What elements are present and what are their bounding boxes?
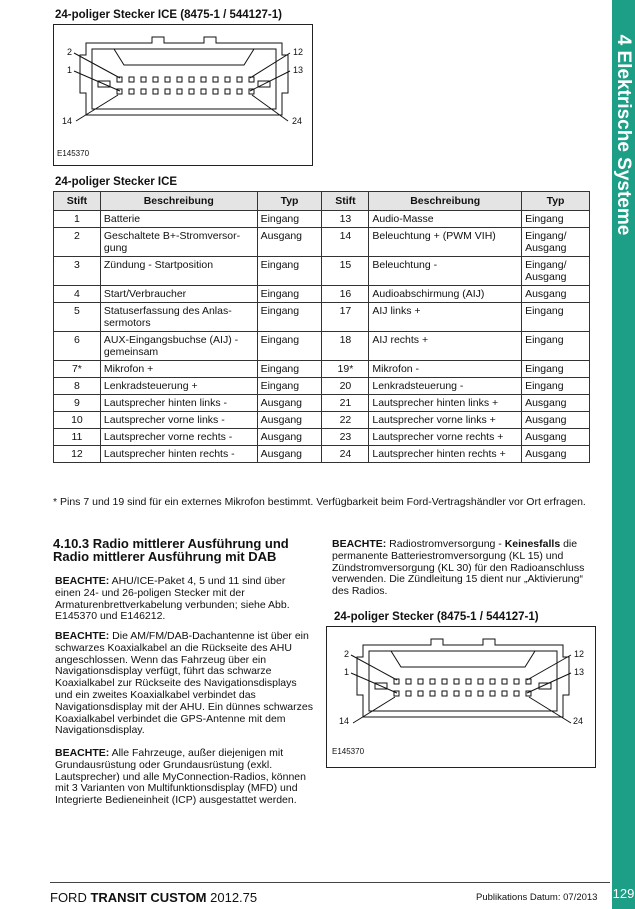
chapter-title: 4 Elektrische Systeme <box>613 34 634 236</box>
table-row <box>54 303 590 332</box>
top-connector-figure <box>53 24 313 166</box>
cell: Beleuchtung + (PWM VIH) <box>369 228 522 257</box>
cell: Eingang <box>522 332 590 361</box>
page-number: 129 <box>612 886 635 901</box>
cell: Lautsprecher hinten links + <box>369 395 522 412</box>
cell: 19* <box>322 361 369 378</box>
cell: Lautsprecher vorne rechts - <box>100 429 257 446</box>
cell: Beleuchtung - <box>369 257 522 286</box>
note-text: die permanente Batteriestromversorgung (KL 15) und Zündstromversorgung (KL 30) für den Radioanschluss verwenden. Die Zündleitung 15 dient nur „Aktivierung“ des Radios. <box>332 538 585 598</box>
table-row <box>54 332 590 361</box>
note-2 <box>55 631 313 737</box>
note-text: Die AM/FM/DAB-Dachantenne ist über ein schwarzes Koaxialkabel an die Rückseite des AHU angeschlossen. Wenn das Fahrzeug über ein Navigationsdisplay verfügt, führt das schwarze Koaxialkabel zur Rückseite des Navigationsdisplays und ein zweites Koaxialkabel verbindet das Navigationsdisplay mit der AHU. Ein dünnes schwarzes Koaxialkabel verbindet die GPS-Antenne mit dem Navigationsdisplay. <box>55 630 313 737</box>
cell: 8 <box>54 378 101 395</box>
cell: 10 <box>54 412 101 429</box>
cell: 22 <box>322 412 369 429</box>
note-label: BEACHTE: <box>55 747 110 759</box>
pin-label-24: 24 <box>573 716 584 726</box>
cell: 1 <box>54 211 101 228</box>
pin-label-2: 2 <box>67 47 73 57</box>
cell: 2 <box>54 228 101 257</box>
cell: Eingang <box>257 286 322 303</box>
model-name: TRANSIT CUSTOM <box>90 890 207 905</box>
pin-label-1: 1 <box>344 667 350 677</box>
cell: Mikrofon + <box>100 361 257 378</box>
cell: Lautsprecher hinten rechts + <box>369 446 522 463</box>
note-label: BEACHTE: <box>332 538 387 550</box>
cell: AIJ rechts + <box>369 332 522 361</box>
cell: Lautsprecher hinten rechts - <box>100 446 257 463</box>
cell: 24 <box>322 446 369 463</box>
footer-divider <box>50 882 610 883</box>
note-3 <box>55 748 313 807</box>
table-row <box>54 446 590 463</box>
top-figure-title: 24-poliger Stecker ICE (8475-1 / 544127-1) <box>55 9 282 21</box>
cell: 14 <box>322 228 369 257</box>
footer-brand <box>50 890 257 905</box>
table-row <box>54 395 590 412</box>
cell: Audio-Masse <box>369 211 522 228</box>
note-label: BEACHTE: <box>55 630 110 642</box>
model-year: 2012.75 <box>206 890 258 905</box>
cell: Lautsprecher vorne rechts + <box>369 429 522 446</box>
cell: 6 <box>54 332 101 361</box>
cell: 4 <box>54 286 101 303</box>
cell: Eingang/ Ausgang <box>522 228 590 257</box>
header-stift: Stift <box>322 192 369 211</box>
cell: Eingang <box>522 211 590 228</box>
pin-label-24: 24 <box>292 116 303 126</box>
cell: Eingang <box>257 303 322 332</box>
cell: Lenkradsteuerung - <box>369 378 522 395</box>
publication-date: Publikations Datum: 07/2013 <box>476 892 598 903</box>
cell: 5 <box>54 303 101 332</box>
cell: Ausgang <box>522 286 590 303</box>
cell: Eingang <box>257 361 322 378</box>
table-row <box>54 412 590 429</box>
header-typ: Typ <box>257 192 322 211</box>
cell: Geschaltete B+-Stromversor-gung <box>100 228 257 257</box>
cell: Lautsprecher hinten links - <box>100 395 257 412</box>
pin-table <box>53 191 590 463</box>
table-header-row <box>54 192 590 211</box>
cell: Ausgang <box>257 446 322 463</box>
cell: Eingang <box>522 303 590 332</box>
note-text: Radiostromversorgung - <box>386 538 505 550</box>
cell: AUX-Eingangsbuchse (AIJ) - gemeinsam <box>100 332 257 361</box>
pin-label-1: 1 <box>67 65 73 75</box>
pin-label-14: 14 <box>62 116 73 126</box>
connector-drawing <box>327 627 595 767</box>
cell: 12 <box>54 446 101 463</box>
cell: Eingang <box>257 211 322 228</box>
header-stift: Stift <box>54 192 101 211</box>
cell: Ausgang <box>257 412 322 429</box>
header-beschreibung: Beschreibung <box>369 192 522 211</box>
header-typ: Typ <box>522 192 590 211</box>
bottom-connector-figure <box>326 626 596 768</box>
cell: Eingang <box>257 378 322 395</box>
figure-id: E145370 <box>57 149 90 158</box>
note-1 <box>55 576 311 623</box>
table-row <box>54 211 590 228</box>
cell: Eingang <box>522 378 590 395</box>
cell: Ausgang <box>522 412 590 429</box>
cell: 16 <box>322 286 369 303</box>
cell: Eingang <box>257 332 322 361</box>
cell: AIJ links + <box>369 303 522 332</box>
table-row <box>54 429 590 446</box>
cell: 15 <box>322 257 369 286</box>
cell: Batterie <box>100 211 257 228</box>
note-text: AHU/ICE-Paket 4, 5 und 11 sind über einen 24- und 26-poligen Stecker mit der Armaturenbrettverkabelung verbunden; siehe Abb. E145370 und E146212. <box>55 575 290 623</box>
cell: Ausgang <box>257 395 322 412</box>
cell: Eingang/ Ausgang <box>522 257 590 286</box>
cell: 13 <box>322 211 369 228</box>
cell: Lautsprecher vorne links - <box>100 412 257 429</box>
note-text: Alle Fahrzeuge, außer diejenigen mit Grundausrüstung oder Grundausrüstung (exkl. Lautsprecher) und alle MyConnection-Radios, können mit 3 Varianten von Multifunktionsdisplay (MFD) und Integrierte Bedieneinheit (ICP) ausgestattet werden. <box>55 747 306 807</box>
cell: Lautsprecher vorne links + <box>369 412 522 429</box>
pin-label-12: 12 <box>574 649 585 659</box>
table-row <box>54 286 590 303</box>
bottom-figure-title: 24-poliger Stecker (8475-1 / 544127-1) <box>334 611 539 623</box>
note-label: BEACHTE: <box>55 575 110 587</box>
cell: Audioabschirmung (AIJ) <box>369 286 522 303</box>
table-row <box>54 361 590 378</box>
cell: Eingang <box>257 257 322 286</box>
cell: 7* <box>54 361 101 378</box>
cell: 20 <box>322 378 369 395</box>
cell: Ausgang <box>522 446 590 463</box>
brand-name: FORD <box>50 890 87 905</box>
cell: 11 <box>54 429 101 446</box>
cell: Zündung - Startposition <box>100 257 257 286</box>
cell: 3 <box>54 257 101 286</box>
cell: Ausgang <box>522 429 590 446</box>
cell: Ausgang <box>257 228 322 257</box>
connector-drawing <box>54 25 312 165</box>
pin-label-2: 2 <box>344 649 350 659</box>
pin-label-12: 12 <box>293 47 304 57</box>
table-row <box>54 257 590 286</box>
cell: Lenkradsteuerung + <box>100 378 257 395</box>
cell: 9 <box>54 395 101 412</box>
cell: Ausgang <box>522 395 590 412</box>
cell: 18 <box>322 332 369 361</box>
cell: Start/Verbraucher <box>100 286 257 303</box>
figure-id: E145370 <box>332 747 365 756</box>
pin-label-14: 14 <box>339 716 350 726</box>
cell: Statuserfassung des Anlas-sermotors <box>100 303 257 332</box>
note-4 <box>332 539 592 598</box>
cell: Mikrofon - <box>369 361 522 378</box>
pin-label-13: 13 <box>293 65 304 75</box>
cell: 23 <box>322 429 369 446</box>
sidebar-stripe <box>612 270 635 880</box>
table-title: 24-poliger Stecker ICE <box>55 176 178 188</box>
cell: Eingang <box>522 361 590 378</box>
chapter-tab-label <box>612 0 635 270</box>
cell: 21 <box>322 395 369 412</box>
cell: Ausgang <box>257 429 322 446</box>
table-row <box>54 228 590 257</box>
pin-label-13: 13 <box>574 667 585 677</box>
header-beschreibung: Beschreibung <box>100 192 257 211</box>
note-emphasis: Keinesfalls <box>504 538 561 550</box>
section-title: 4.10.3 Radio mittlerer Ausführung und Radio mittlerer Ausführung mit DAB <box>53 536 289 564</box>
table-footnote: * Pins 7 und 19 sind für ein externes Mikrofon bestimmt. Verfügbarkeit beim Ford-Vertragshändler vor Ort erfragen. <box>53 496 586 508</box>
table-row <box>54 378 590 395</box>
cell: 17 <box>322 303 369 332</box>
